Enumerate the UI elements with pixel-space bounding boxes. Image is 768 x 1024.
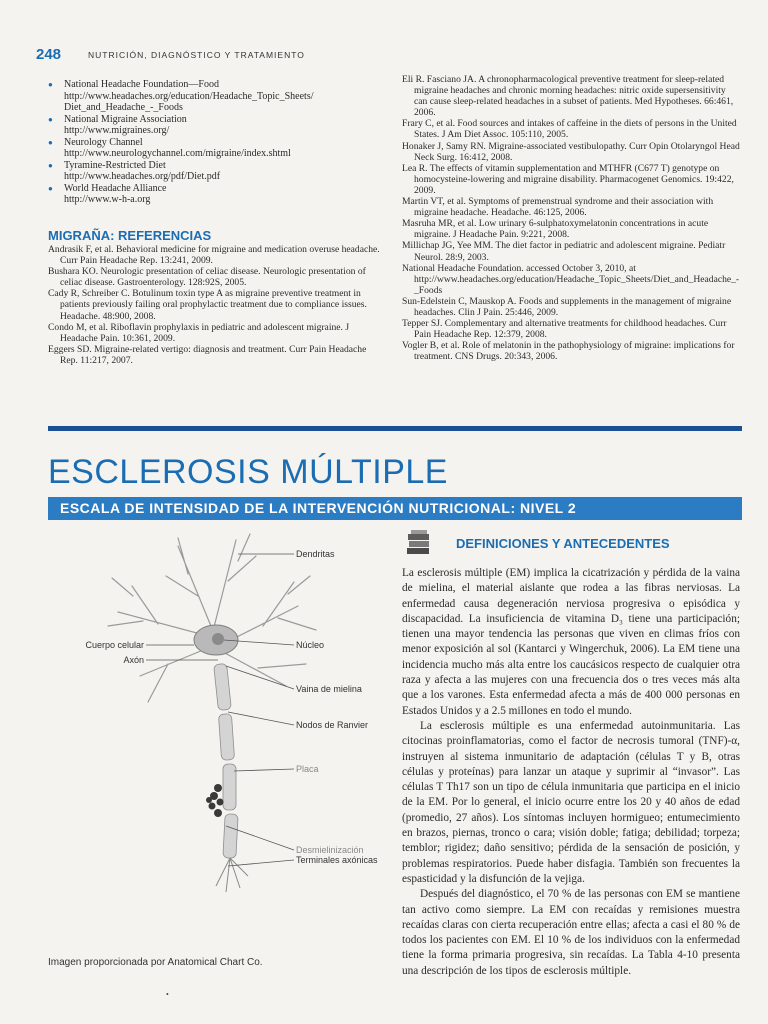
label-terminales-axonicas: Terminales axónicas xyxy=(296,855,378,865)
reference-entry: Martin VT, et al. Symptoms of premenstrual syndrome and their association with migraine headache. Headache. 46:125, 2006. xyxy=(402,196,714,219)
reference-entry: Eli R. Fasciano JA. A chronopharmacological preventive treatment for sleep-related migraine headaches and chronic morning headaches: nitric oxide supersensitivity can cause sleep-related headaches in a subset of patients. Med Hypotheses. 66:461, 2006. xyxy=(402,74,734,119)
resource-name: National Migraine Association xyxy=(64,113,187,125)
resource-list xyxy=(48,79,368,206)
reference-entry: Bushara KO. Neurologic presentation of celiac disease. Neurologic presentation of celiac disease. Gastroenterology. 128:92S, 2005. xyxy=(48,266,366,289)
label-vaina-mielina: Vaina de mielina xyxy=(296,684,362,694)
resource-url[interactable]: http://www.migraines.org/ xyxy=(64,125,170,136)
paragraph: Después del diagnóstico, el 70 % de las personas con EM se mantiene tan activo como siempre. La EM con recaídas y remisiones muestra recaídas claras con cierta recuperación entre ellas; afecta a casi el 80 % de todos los pacientes con EM. El 10 % de los individuos con la enfermedad tiene la forma primaria progresiva, sin recaídas. La Tabla 4-10 presenta una descripción de los tipos de esclerosis múltiple. xyxy=(402,888,740,977)
label-cuerpo-celular: Cuerpo celular xyxy=(85,640,144,650)
paragraph: La esclerosis múltiple es una enfermedad autoinmunitaria. Las citocinas proinflamatorias, como el factor de necrosis tumoral (TNF)-α, instruyen al sistema inmunitario de adaptación (células T y B, otras células y proteínas) para lanzar un ataque y suprimir al “invasor”. Las células T Th17 son un tipo de célula inmunitaria que participa en el inicio de la EM. Por lo general, el inicio ocurre entre los 20 y 40 años de edad (promedio, 27 años). Los síntomas incluyen hormigueo; entumecimiento en brazos, piernas, tronco o cara; visión doble; fatiga; debilidad; torpeza; temblor; rigidez; daño sensitivo; pérdida de la sensación de posición, y problemas respiratorios. Puede haber disfagia. También son frecuentes la espasticidad y la disfunción de la vejiga. xyxy=(402,719,740,885)
reference-entry: Condo M, et al. Riboflavin prophylaxis in pediatric and adolescent migraine. J Headache Pain. 10:361, 2009. xyxy=(48,321,350,344)
reference-entry: Lea R. The effects of vitamin supplementation and MTHFR (C677 T) genotype on homocysteine-lowering and migraine disability. Pharmacogenet Genomics. 19:422, 2009. xyxy=(402,162,734,196)
dendrites xyxy=(108,534,316,702)
reference-entry: National Headache Foundation. accessed October 3, 2010, at http://www.headaches.org/education/Headache_Topic_Sheets/Diet_and_Headache_-_Foods xyxy=(402,262,740,296)
reference-entry: Eggers SD. Migraine-related vertigo: diagnosis and treatment. Curr Pain Headache Rep. 11:217, 2007. xyxy=(48,343,367,366)
figure-caption: Imagen proporcionada por Anatomical Chart Co. xyxy=(48,957,263,968)
label-lines xyxy=(146,554,294,866)
resource-url[interactable]: http://www.neurologychannel.com/migraine/index.shtml xyxy=(64,148,291,159)
label-dendritas: Dendritas xyxy=(296,549,335,559)
resource-name: National Headache Foundation—Food xyxy=(64,79,219,90)
reference-entry: Honaker J, Samy RN. Migraine-associated vestibulopathy. Curr Opin Otolaryngol Head Neck Surg. 16:412, 2008. xyxy=(402,140,740,163)
page-number: 248 xyxy=(36,46,62,63)
references-right-column xyxy=(402,74,740,362)
resource-name: Neurology Channel xyxy=(64,136,143,148)
reference-entry: Andrasik F, et al. Behavioral medicine for migraine and medication overuse headache. Curr Pain Headache Rep. 13:241, 2009. xyxy=(48,244,380,267)
books-icon xyxy=(404,528,434,558)
definitions-heading: DEFINICIONES Y ANTECEDENTES xyxy=(456,536,670,551)
resource-item xyxy=(48,183,368,206)
reference-entry: Cady R, Schreiber C. Botulinum toxin type A as migraine preventive treatment in patients previously failing oral prophylactic treatment due to compliance issues. Headache. 48:900, 2008. xyxy=(48,288,367,322)
label-nucleo: Núcleo xyxy=(296,640,325,650)
paragraph: La esclerosis múltiple (EM) implica la cicatrización y pérdida de la vaina de mielina, el material aislante que rodea a las fibras nerviosas. La enfermedad causa degeneración nerviosa progresiva o episódica y discapacidad. La insuficiencia de vitamina D₃ tiene una participación; tienen una mayor tendencia las personas que viven en climas fríos con menor exposición al sol (Kantarci y Wingerchuk, 2006). La EM tiene una incidencia mucho más alta entre los caucásicos respecto de cualquier otra raza y afecta a las mujeres con una frecuencia dos o tres veces más alta que a los varones. Esta enfermedad afecta a más de 400 000 personas en Estados Unidos y a 2.5 millones en todo el mundo. xyxy=(402,567,740,717)
reference-entry: Sun-Edelstein C, Mauskop A. Foods and supplements in the management of migraine headaches. Clin J Pain. 25:446, 2009. xyxy=(402,295,732,318)
section-divider xyxy=(48,426,742,431)
intensity-banner: ESCALA DE INTENSIDAD DE LA INTERVENCIÓN NUTRICIONAL: NIVEL 2 xyxy=(48,497,742,520)
chapter-title: ESCLEROSIS MÚLTIPLE xyxy=(48,453,448,491)
plaque xyxy=(206,784,224,817)
label-nodos-ranvier: Nodos de Ranvier xyxy=(296,720,369,730)
reference-entry: Tepper SJ. Complementary and alternative treatments for childhood headaches. Curr Pain Headache Rep. 12:379, 2008. xyxy=(402,318,727,341)
resource-url[interactable]: http://www.headaches.org/education/Headache_Topic_Sheets/ Diet_and_Headache_-_Foods xyxy=(64,90,314,113)
references-heading: MIGRAÑA: REFERENCIAS xyxy=(48,228,212,243)
resource-item xyxy=(48,160,368,183)
nucleus xyxy=(212,633,224,645)
reference-entry: Masruha MR, et al. Low urinary 6-sulphatoxymelatonin concentrations in acute migraine. J Headache Pain. 9:221, 2008. xyxy=(402,218,709,241)
running-title: NUTRICIÓN, DIAGNÓSTICO Y TRATAMIENTO xyxy=(88,50,305,60)
label-axon: Axón xyxy=(123,655,144,665)
resource-name: World Headache Alliance xyxy=(64,182,167,194)
resource-item xyxy=(48,114,368,137)
axon-terminals xyxy=(216,858,248,892)
references-left-column xyxy=(48,244,384,366)
resource-url[interactable]: http://www.headaches.org/pdf/Diet.pdf xyxy=(64,171,221,182)
label-desmielinizacion: Desmielinización xyxy=(296,845,364,855)
reference-entry: Vogler B, et al. Role of melatonin in the pathophysiology of migraine: implications for treatment. CNS Drugs. 20:343, 2006. xyxy=(402,340,735,363)
body-text xyxy=(402,566,740,979)
resource-item xyxy=(48,79,368,114)
resource-item xyxy=(48,137,368,160)
resource-name: Tyramine-Restricted Diet xyxy=(64,159,166,171)
footer-mark: • xyxy=(166,990,169,999)
resource-url[interactable]: http://www.w-h-a.org xyxy=(64,194,151,205)
label-placa: Placa xyxy=(296,764,319,774)
reference-entry: Millichap JG, Yee MM. The diet factor in pediatric and adolescent migraine. Pediatr Neurol. 28:9, 2003. xyxy=(402,240,726,263)
neuron-figure xyxy=(48,526,388,916)
reference-entry: Frary C, et al. Food sources and intakes of caffeine in the diets of persons in the United States. J Am Diet Assoc. 105:110, 2005. xyxy=(402,118,737,141)
